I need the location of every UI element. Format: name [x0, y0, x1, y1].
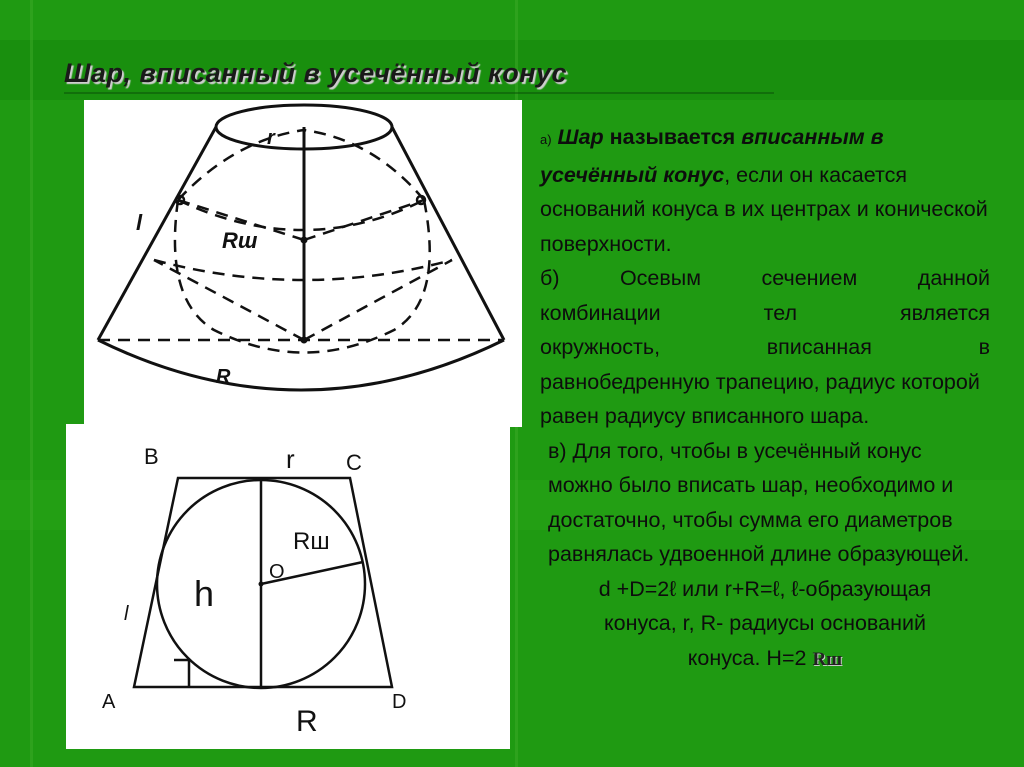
formula-rsh: Rш [812, 648, 843, 670]
cone-figure-svg [84, 100, 522, 427]
paragraph-b-line4: равнобедренную трапецию, радиус которой равен радиусу вписанного шара. [540, 369, 980, 428]
paragraph-b-line2: комбинации тел является [540, 300, 990, 325]
label-rsh: Rш [293, 528, 330, 555]
marker-a: а) [540, 132, 552, 147]
text-a-rest: , если он касается оснований конуса в их центрах и конической поверхности. [540, 162, 988, 256]
formula-h-pre: конуса. H= [687, 645, 795, 670]
label-D: D [392, 691, 407, 713]
sphere-lower-dashed [175, 200, 430, 353]
slide-title: Шар, вписанный в усечённый конус [64, 58, 568, 88]
sphere-center-point [301, 237, 308, 244]
paragraph-b-line3: окружность, вписанная в [540, 335, 990, 359]
bg-stripe [30, 0, 33, 767]
sphere-upper-right-dashed [304, 130, 424, 200]
label-B: B [144, 444, 159, 469]
bottom-center-point [301, 337, 308, 344]
sphere-upper-left-dashed [178, 130, 304, 200]
tangency-front-dashed [178, 200, 424, 230]
text-nazyvaetsya: называется [603, 125, 742, 149]
cone-figure [84, 100, 522, 427]
label-O: O [269, 561, 285, 583]
lower-right-dashed [304, 260, 452, 340]
paragraph-a [540, 120, 990, 261]
text-panel [540, 120, 990, 677]
label-l: l [124, 603, 129, 625]
right-angle-mark [174, 660, 189, 687]
term-shar: Шар [557, 125, 604, 149]
trapezoid-figure [66, 424, 510, 749]
paragraph-b-line1: б) Осевым сечением данной [540, 266, 990, 290]
label-R-bottom: R [296, 705, 318, 738]
label-C: C [346, 450, 362, 475]
formula-line-3 [540, 641, 990, 678]
formula-h-num: 2 [794, 645, 813, 670]
lower-left-dashed [154, 260, 304, 340]
title-underline [64, 92, 774, 94]
cone-label-l: l [136, 210, 143, 235]
right-generatrix [392, 127, 504, 340]
trapezoid-figure-svg [66, 424, 510, 749]
label-h: h [194, 573, 215, 614]
cone-label-rsh: Rш [222, 228, 258, 253]
radius-right-dashed [304, 200, 424, 240]
term-inscribed: вписанным в усечённый конус [540, 125, 884, 187]
cone-label-R: R [216, 366, 231, 388]
bottom-base-arc [98, 340, 504, 390]
center-point-O [259, 582, 264, 587]
left-generatrix [98, 127, 216, 340]
paragraph-v: в) Для того, чтобы в усечённый конус можно было вписать шар, необходимо и достаточно, чтобы сумма его диаметров равнялась удвоенной длине образующей. [548, 438, 970, 566]
formula-line-2: конуса, r, R- радиусы оснований [604, 611, 926, 635]
label-A: A [102, 691, 116, 713]
cone-label-r: r [267, 127, 275, 149]
label-r-top: r [286, 444, 295, 474]
formula-line-1: d +D=2ℓ или r+R=ℓ, ℓ-образующая [598, 576, 932, 601]
